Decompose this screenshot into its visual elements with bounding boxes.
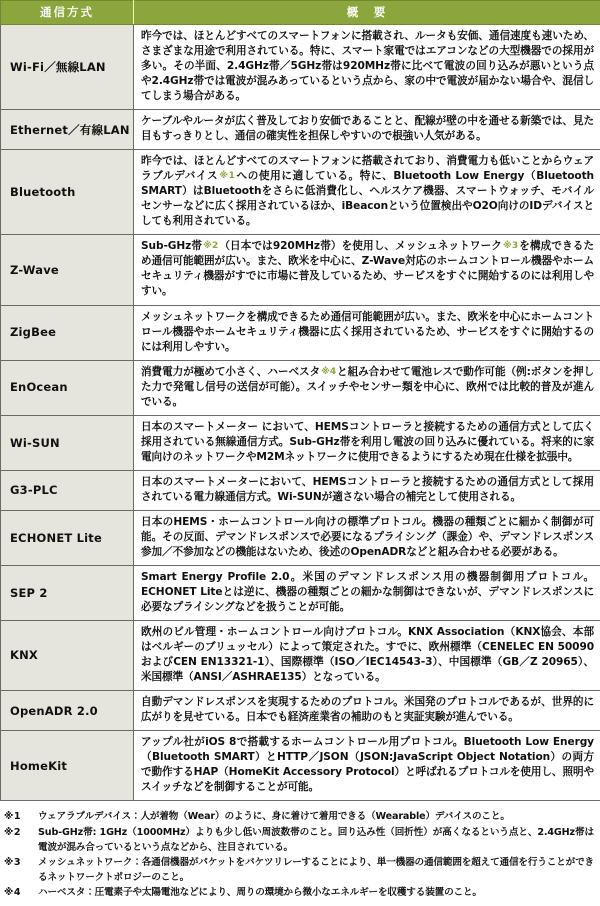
footnote-reference-mark: ※4 — [320, 367, 337, 377]
footnote-reference-mark: ※2 — [202, 241, 219, 251]
cell-method-description: 日本のHEMS・ホームコントロール向けの標準プロトコル。機器の種類ごとに細かく制御が可能。その反面、デマンドレスポンスで必要になるプライシング（課金）や、デマンドレスポンス参加／不参加などの機能はないため、後述のOpenADRなどと組み合わせる必要がある。 — [134, 510, 600, 565]
footnote-key: ※3 — [4, 856, 38, 871]
table-row — [1, 510, 600, 565]
table-row — [1, 691, 600, 731]
cell-method-name: KNX — [1, 621, 134, 691]
table-row — [1, 150, 600, 235]
footnote-text: メッシュネットワーク：各通信機器がパケットをバケツリレーすることにより、単一機器の通信範囲を超えて通信を行うことができるネットワークトポロジーのこと。 — [38, 856, 594, 885]
footnotes-block — [0, 801, 600, 905]
footnote-key: ※2 — [4, 826, 38, 841]
cell-method-description: 昨今では、ほとんどすべてのスマートフォンに搭載され、ルータも安価、通信速度も速いため、さまざまな用途で利用されている。特に、スマート家電ではエアコンなどの大型機器での採用が多い。その半面、2.4GHz帯／5GHz帯は920MHz帯に比べて電波の回り込みが悪いという点や2.4GHz帯では電波が混みあっているという点から、家の中で電波が届かない場合や、混信してしまう場合がある。 — [134, 25, 600, 110]
cell-method-description: Smart Energy Profile 2.0。米国のデマンドレスポンス用の機器制御用プロトコル。ECHONET Liteとは逆に、機器の種類ごとの細かな制御はできないが、デマンドレスポンスに必要なプライシングなどを扱うことが可能。 — [134, 565, 600, 620]
cell-method-name: Z-Wave — [1, 235, 134, 305]
footnote-key: ※4 — [4, 886, 38, 901]
column-header-description: 概 要 — [134, 1, 600, 25]
footnote-text: ウェアラブルデバイス：人が着物（Wear）のように、身に着けて着用できる（Wearable）デバイスのこと。 — [38, 810, 594, 825]
footnote-key: ※1 — [4, 810, 38, 825]
cell-method-name: Wi-SUN — [1, 415, 134, 470]
table-body — [1, 25, 600, 801]
cell-method-name: HomeKit — [1, 731, 134, 801]
cell-method-description: 昨今では、ほとんどすべてのスマートフォンに搭載されており、消費電力も低いことからウェアラブルデバイス※1への使用に適している。特に、Bluetooth Low Energy（Bluetooth SMART）はBluetoothをさらに低消費化し、ヘルスケア機器、スマートウォッチ、モバイルセンサーなどに広く採用されているほか、iBeaconという位置検出やO2O向けのIDデバイスとしても利用されている。 — [134, 150, 600, 235]
cell-method-name: OpenADR 2.0 — [1, 691, 134, 731]
footnote-item — [4, 856, 594, 885]
footnote-item — [4, 810, 594, 825]
cell-method-name: EnOcean — [1, 360, 134, 415]
cell-method-name: Bluetooth — [1, 150, 134, 235]
cell-method-description: 欧州のビル管理・ホームコントロール向けプロトコル。KNX Association（KNX協会、本部はベルギーのブリュッセル）によって策定された。すでに、欧州標準（CENELEC EN 50090およびCEN EN13321-1）、国際標準（ISO／IEC14543-3）、中国標準（GB／Z 20965）、米国標準（ANSI／ASHRAE135）となっている。 — [134, 621, 600, 691]
column-header-name: 通信方式 — [1, 1, 134, 25]
table-row — [1, 470, 600, 510]
cell-method-description: 自動デマンドレスポンスを実現するためのプロトコル。米国発のプロトコルであるが、世界的に広がりを見せている。日本でも経済産業省の補助のもと実証実験が進んでいる。 — [134, 691, 600, 731]
cell-method-description: 日本のスマートメーター において、HEMSコントローラと接続するための通信方式として広く採用されている無線通信方式。Sub-GHz帯を利用し電波の回り込みに優れている。将来的に家電向けのネットワークやM2Mネットワークに使用できるようにするため現在仕様を拡張中。 — [134, 415, 600, 470]
cell-method-name: ECHONET Lite — [1, 510, 134, 565]
cell-method-name: Ethernet／有線LAN — [1, 110, 134, 150]
cell-method-name: G3-PLC — [1, 470, 134, 510]
table-header — [1, 1, 600, 25]
cell-method-description: Sub-GHz帯※2（日本では920MHz帯）を使用し、メッシュネットワーク※3を構成できるため通信可能範囲が広い。また、欧米を中心に、Z-Wave対応のホームコントロール機器やホームセキュリティ機器がすでに市場に普及しているため、サービスをすぐに開始するのには利用しやすい。 — [134, 235, 600, 305]
table-row — [1, 621, 600, 691]
footnote-text: ハーベスタ：圧電素子や太陽電池などにより、周りの環境から微小なエネルギーを収穫する装置のこと。 — [38, 886, 594, 901]
footnote-item — [4, 886, 594, 901]
cell-method-description: アップル社がiOS 8で搭載するホームコントロール用プロトコル。Bluetooth Low Energy（Bluetooth SMART）とHTTP／JSON（JSON:JavaScript Object Notation）の両方で動作するHAP（HomeKit Accessory Protocol）と呼ばれるプロトコルを使用し、照明やスイッチなどを制御することが可能。 — [134, 731, 600, 801]
cell-method-name: ZigBee — [1, 305, 134, 360]
cell-method-description: 消費電力が極めて小さく、ハーベスタ※4と組み合わせて電池レスで動作可能（例:ボタンを押した力で発電し信号の送信が可能）。スイッチやセンサー類を中心に、欧州では比較的普及が進んでいる。 — [134, 360, 600, 415]
table-row — [1, 565, 600, 620]
footnote-reference-mark: ※1 — [218, 171, 236, 181]
table-row — [1, 25, 600, 110]
table-row — [1, 731, 600, 801]
cell-method-description: 日本のスマートメーターにおいて、HEMSコントローラと接続するための通信方式として採用されている電力線通信方式。Wi-SUNが適さない場合の補完として使用される。 — [134, 470, 600, 510]
header-row — [1, 1, 600, 25]
footnote-item — [4, 826, 594, 855]
table-row — [1, 235, 600, 305]
cell-method-name: SEP 2 — [1, 565, 134, 620]
cell-method-description: ケーブルやルータが広く普及しており安価であることと、配線が壁の中を通せる新築では、見た目もすっきりとし、通信の確実性を担保しやすいので根強い人気がある。 — [134, 110, 600, 150]
table-row — [1, 305, 600, 360]
cell-method-description: メッシュネットワークを構成できるため通信可能範囲が広い。また、欧米を中心にホームコントロール機器やホームセキュリティ機器に広く採用されているため、サービスをすぐに開始するのには利用しやすい。 — [134, 305, 600, 360]
footnote-reference-mark: ※3 — [502, 241, 519, 251]
table-row — [1, 360, 600, 415]
footnote-text: Sub-GHz帯: 1GHz（1000MHz）よりも少し低い周波数帯のこと。回り込み性（回折性）が高くなるという点と、2.4GHz帯は電波が混み合っているという点などから、注目されている。 — [38, 826, 594, 855]
table-row — [1, 110, 600, 150]
cell-method-name: Wi-Fi／無線LAN — [1, 25, 134, 110]
table-row — [1, 415, 600, 470]
